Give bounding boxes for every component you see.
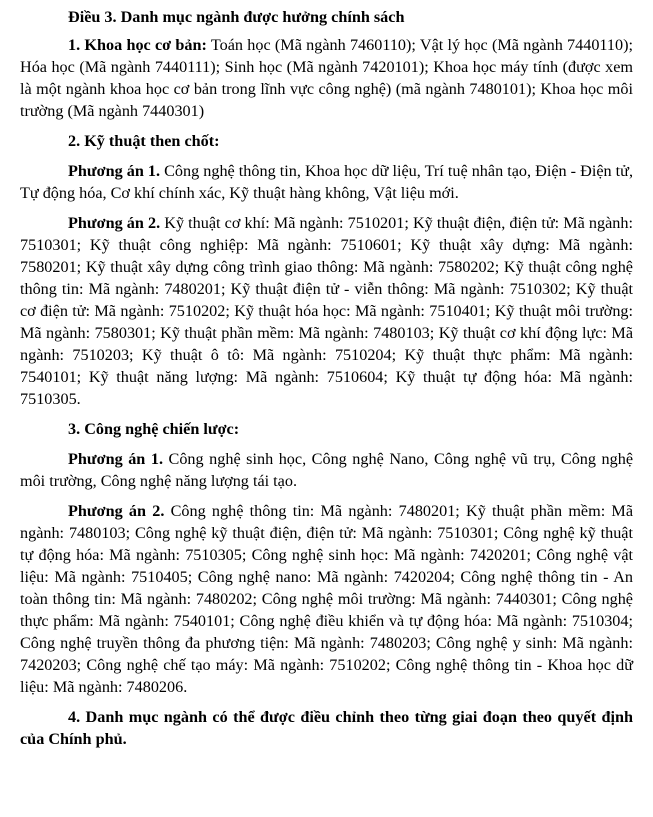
- section-3-option-2-text: Công nghệ thông tin: Mã ngành: 7480201; Kỹ thuật phần mềm: Mã ngành: 7480103; Công nghệ kỹ thuật điện, điện tử: Mã ngành: 7510301; Công nghệ kỹ thuật tự động hóa: Mã ngành: 7510305; Công nghệ sinh học: Mã ngành: 7420201; Công nghệ vật liệu: Mã ngành: 7510405; Công nghệ nano: Mã ngành: 7420204; Công nghệ thông tin - An toàn thông tin: Mã ngành: 7480202; Công nghệ môi trường: Mã ngành: 7440301; Công nghệ thực phẩm: Mã ngành: 7540101; Công nghệ điều khiển và tự động hóa: Mã ngành: 7510304; Công nghệ truyền thông đa phương tiện: Mã ngành: 7480203; Công nghệ y sinh: Mã ngành: 7420203; Công nghệ chế tạo máy: Mã ngành: 7510202; Công nghệ thông tin - Khoa học dữ liệu: Mã ngành: 7480206.: [20, 502, 633, 696]
- section-4-paragraph: 4. Danh mục ngành có thể được điều chỉnh theo từng giai đoạn theo quyết định của Chính phủ.: [20, 708, 633, 748]
- section-2-option-2: [20, 212, 633, 410]
- document-body: [20, 6, 633, 758]
- section-3-option-1-text: Công nghệ sinh học, Công nghệ Nano, Công nghệ vũ trụ, Công nghệ môi trường, Công nghệ năng lượng tái tạo.: [20, 450, 634, 490]
- section-3-option-1: [20, 448, 633, 492]
- section-3-option-2: [20, 500, 633, 698]
- section-1-text: Toán học (Mã ngành 7460110); Vật lý học (Mã ngành 7440110); Hóa học (Mã ngành 7440111); Sinh học (Mã ngành 7420101); Khoa học máy tính (được xem là một ngành khoa học cơ bản trong lĩnh vực công nghệ) (mã ngành 7480101); Khoa học môi trường (Mã ngành 7440301): [20, 36, 633, 120]
- section-3-heading: 3. Công nghệ chiến lược:: [68, 420, 240, 438]
- section-2-option-1-text: Công nghệ thông tin, Khoa học dữ liệu, Trí tuệ nhân tạo, Điện - Điện tử, Tự động hóa, Cơ khí chính xác, Kỹ thuật hàng không, Vật liệu mới.: [20, 162, 633, 202]
- section-3-option-2-label: Phương án 2.: [68, 502, 165, 520]
- section-2-option-1: [20, 160, 633, 204]
- section-2-option-1-label: Phương án 1.: [68, 162, 161, 180]
- section-2-option-2-text: Kỹ thuật cơ khí: Mã ngành: 7510201; Kỹ thuật điện, điện tử: Mã ngành: 7510301; Kỹ thuật công nghiệp: Mã ngành: 7510601; Kỹ thuật xây dựng: Mã ngành: 7580201; Kỹ thuật xây dựng công trình giao thông: Mã ngành: 7580202; Kỹ thuật công nghệ thông tin: Mã ngành: 7480201; Kỹ thuật điện tử - viễn thông: Mã ngành: 7510302; Kỹ thuật cơ điện tử: Mã ngành: 7510202; Kỹ thuật hóa học: Mã ngành: 7510401; Kỹ thuật môi trường: Mã ngành: 7580301; Kỹ thuật phần mềm: Mã ngành: 7480103; Kỹ thuật cơ khí động lực: Mã ngành: 7510203; Kỹ thuật ô tô: Mã ngành: 7510204; Kỹ thuật thực phẩm: Mã ngành: 7540101; Kỹ thuật năng lượng: Mã ngành: 7510604; Kỹ thuật tự động hóa: Mã ngành: 7510305.: [20, 214, 633, 408]
- article-title: Điều 3. Danh mục ngành được hưởng chính sách: [68, 8, 405, 26]
- section-2-option-2-label: Phương án 2.: [68, 214, 161, 232]
- section-3-option-1-label: Phương án 1.: [68, 450, 163, 468]
- section-1-paragraph: [20, 34, 633, 122]
- section-1-heading: 1. Khoa học cơ bản:: [68, 36, 207, 54]
- section-2-heading: 2. Kỹ thuật then chốt:: [68, 132, 220, 150]
